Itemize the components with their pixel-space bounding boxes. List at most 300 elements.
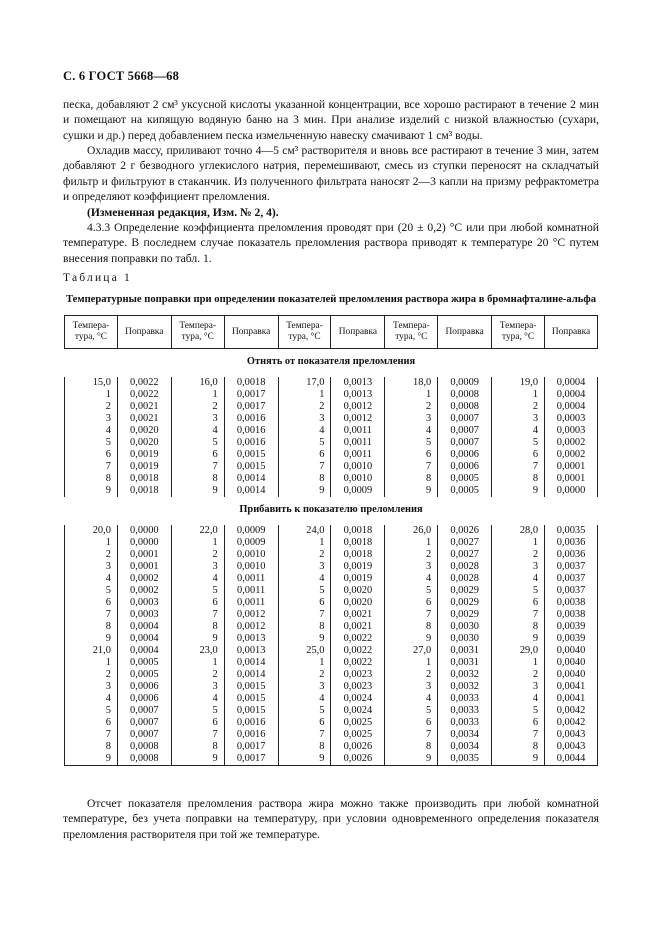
correction-cell: 0,0030 — [438, 621, 492, 633]
col-header-corr: Поправка — [438, 316, 492, 349]
temp-cell: 6 — [171, 717, 224, 729]
correction-cell: 0,0017 — [224, 389, 278, 401]
temp-cell: 7 — [492, 609, 545, 621]
temp-cell: 4 — [171, 573, 224, 585]
temp-cell: 19,0 — [492, 377, 545, 389]
table-label: Таблица 1 — [63, 272, 132, 284]
correction-cell: 0,0024 — [331, 693, 385, 705]
correction-cell: 0,0000 — [117, 537, 171, 549]
temp-cell: 3 — [65, 413, 118, 425]
temp-cell: 2 — [171, 401, 224, 413]
correction-cell: 0,0003 — [545, 425, 598, 437]
temp-cell: 3 — [171, 413, 224, 425]
correction-cell: 0,0009 — [224, 537, 278, 549]
correction-cell: 0,0014 — [224, 485, 278, 497]
temp-cell: 6 — [171, 597, 224, 609]
section-row — [65, 349, 598, 376]
temp-cell: 8 — [385, 473, 438, 485]
temp-cell: 6 — [385, 597, 438, 609]
correction-cell: 0,0001 — [545, 461, 598, 473]
correction-cell: 0,0018 — [331, 525, 385, 537]
temp-cell: 7 — [385, 609, 438, 621]
col-header-temp: Темпера-тура, °С — [385, 316, 438, 349]
temp-cell: 1 — [278, 537, 331, 549]
temp-cell: 2 — [278, 669, 331, 681]
table-row — [65, 401, 598, 413]
temp-cell: 9 — [278, 753, 331, 766]
correction-cell: 0,0033 — [438, 717, 492, 729]
temp-cell: 5 — [492, 705, 545, 717]
correction-cell: 0,0016 — [224, 425, 278, 437]
correction-cell: 0,0041 — [545, 681, 598, 693]
correction-cell: 0,0033 — [438, 693, 492, 705]
temp-cell: 3 — [385, 561, 438, 573]
temp-cell: 1 — [65, 389, 118, 401]
correction-cell: 0,0021 — [331, 609, 385, 621]
correction-cell: 0,0018 — [117, 473, 171, 485]
temp-cell: 25,0 — [278, 645, 331, 657]
temp-cell: 7 — [385, 461, 438, 473]
temp-cell: 4 — [65, 425, 118, 437]
temp-cell: 9 — [171, 753, 224, 766]
temp-cell: 9 — [492, 633, 545, 645]
correction-cell: 0,0007 — [438, 413, 492, 425]
col-header-corr: Поправка — [331, 316, 385, 349]
table-row — [65, 645, 598, 657]
correction-cell: 0,0020 — [117, 437, 171, 449]
temp-cell: 6 — [492, 717, 545, 729]
correction-cell: 0,0009 — [331, 485, 385, 497]
correction-cell: 0,0039 — [545, 621, 598, 633]
temp-cell: 7 — [492, 461, 545, 473]
correction-cell: 0,0007 — [117, 717, 171, 729]
temp-cell: 1 — [385, 657, 438, 669]
correction-cell: 0,0011 — [331, 437, 385, 449]
correction-cell: 0,0036 — [545, 549, 598, 561]
temp-cell: 9 — [385, 485, 438, 497]
correction-cell: 0,0040 — [545, 645, 598, 657]
correction-cell: 0,0015 — [224, 693, 278, 705]
temp-cell: 2 — [65, 401, 118, 413]
table-row — [65, 741, 598, 753]
temp-cell: 29,0 — [492, 645, 545, 657]
temp-cell: 23,0 — [171, 645, 224, 657]
temp-cell: 9 — [278, 633, 331, 645]
footer-paragraph: Отсчет показателя преломления раствора жира можно также производить при любой комнатной температуре, без учета поправки на температуру, при условии одновременного определения показателя преломления растворителя при той же температуре. — [63, 797, 599, 841]
temp-cell: 1 — [278, 389, 331, 401]
correction-cell: 0,0010 — [224, 561, 278, 573]
correction-cell: 0,0022 — [117, 377, 171, 389]
temp-cell: 4 — [171, 425, 224, 437]
temp-cell: 8 — [385, 741, 438, 753]
temp-cell: 4 — [278, 693, 331, 705]
correction-cell: 0,0037 — [545, 585, 598, 597]
correction-cell: 0,0003 — [117, 609, 171, 621]
temp-cell: 7 — [385, 729, 438, 741]
correction-cell: 0,0021 — [117, 401, 171, 413]
temp-cell: 4 — [278, 425, 331, 437]
temp-cell: 2 — [278, 401, 331, 413]
section-add-title: Прибавить к показателю преломления — [239, 504, 423, 515]
temp-cell: 2 — [492, 669, 545, 681]
temp-cell: 8 — [278, 473, 331, 485]
col-header-temp: Темпера-тура, °С — [65, 316, 118, 349]
temp-cell: 28,0 — [492, 525, 545, 537]
temp-cell: 5 — [385, 585, 438, 597]
temp-cell: 1 — [171, 657, 224, 669]
temp-cell: 5 — [171, 705, 224, 717]
temp-cell: 3 — [278, 413, 331, 425]
correction-cell: 0,0012 — [331, 401, 385, 413]
temp-cell: 4 — [385, 573, 438, 585]
temp-cell: 4 — [492, 573, 545, 585]
table-row — [65, 573, 598, 585]
temp-cell: 6 — [385, 717, 438, 729]
correction-cell: 0,0013 — [224, 633, 278, 645]
temp-cell: 26,0 — [385, 525, 438, 537]
correction-cell: 0,0035 — [545, 525, 598, 537]
correction-cell: 0,0022 — [331, 645, 385, 657]
table-row — [65, 485, 598, 497]
temp-cell: 8 — [278, 621, 331, 633]
correction-cell: 0,0011 — [331, 449, 385, 461]
correction-cell: 0,0015 — [224, 449, 278, 461]
table-row — [65, 461, 598, 473]
page-header: С. 6 ГОСТ 5668—68 — [63, 69, 180, 83]
temp-cell: 9 — [278, 485, 331, 497]
temp-cell: 6 — [385, 449, 438, 461]
temp-cell: 8 — [278, 741, 331, 753]
correction-cell: 0,0038 — [545, 597, 598, 609]
table-title: Температурные поправки при определении показателей преломления раствора жира в бромнафталине-альфа — [66, 294, 596, 305]
temp-cell: 8 — [171, 621, 224, 633]
temp-cell: 5 — [171, 585, 224, 597]
temp-cell: 8 — [171, 741, 224, 753]
correction-cell: 0,0028 — [438, 573, 492, 585]
correction-cell: 0,0009 — [438, 377, 492, 389]
correction-cell: 0,0040 — [545, 657, 598, 669]
temp-cell: 3 — [492, 681, 545, 693]
correction-cell: 0,0034 — [438, 741, 492, 753]
temp-cell: 17,0 — [278, 377, 331, 389]
table-row — [65, 413, 598, 425]
paragraph-1: песка, добавляют 2 см³ уксусной кислоты указанной концентрации, все хорошо растирают в течение 2 мин и помещают на кипящую водяную баню на 3 мин. При анализе изделий с низкой влажностью (сухари, сушки и др.) перед добавлением песка измельченную навеску смачивают 1 см³ воды. — [63, 98, 599, 142]
temp-cell: 2 — [385, 549, 438, 561]
temp-cell: 1 — [385, 389, 438, 401]
correction-cell: 0,0007 — [438, 425, 492, 437]
table-row — [65, 389, 598, 401]
correction-cell: 0,0001 — [545, 473, 598, 485]
correction-cell: 0,0018 — [331, 537, 385, 549]
temp-cell: 6 — [492, 449, 545, 461]
temp-cell: 4 — [492, 425, 545, 437]
temp-cell: 1 — [171, 537, 224, 549]
correction-cell: 0,0019 — [331, 561, 385, 573]
correction-cell: 0,0019 — [117, 449, 171, 461]
temp-cell: 1 — [171, 389, 224, 401]
correction-cell: 0,0006 — [117, 681, 171, 693]
temp-cell: 3 — [171, 681, 224, 693]
correction-cell: 0,0005 — [438, 473, 492, 485]
temp-cell: 7 — [492, 729, 545, 741]
temp-cell: 5 — [278, 437, 331, 449]
temp-cell: 4 — [65, 573, 118, 585]
correction-cell: 0,0031 — [438, 657, 492, 669]
correction-table — [64, 315, 598, 766]
correction-cell: 0,0012 — [331, 413, 385, 425]
temp-cell: 2 — [278, 549, 331, 561]
correction-cell: 0,0039 — [545, 633, 598, 645]
correction-cell: 0,0029 — [438, 585, 492, 597]
correction-cell: 0,0015 — [224, 681, 278, 693]
temp-cell: 5 — [492, 437, 545, 449]
table-row — [65, 473, 598, 485]
temp-cell: 7 — [278, 609, 331, 621]
correction-cell: 0,0014 — [224, 473, 278, 485]
correction-cell: 0,0023 — [331, 669, 385, 681]
temp-cell: 9 — [171, 633, 224, 645]
temp-cell: 5 — [65, 705, 118, 717]
temp-cell: 5 — [385, 437, 438, 449]
temp-cell: 4 — [385, 693, 438, 705]
correction-cell: 0,0001 — [117, 549, 171, 561]
col-header-temp: Темпера-тура, °С — [171, 316, 224, 349]
temp-cell: 9 — [65, 633, 118, 645]
correction-cell: 0,0012 — [224, 621, 278, 633]
temp-cell: 1 — [492, 657, 545, 669]
temp-cell: 9 — [65, 485, 118, 497]
correction-cell: 0,0010 — [331, 473, 385, 485]
temp-cell: 2 — [492, 401, 545, 413]
table-row — [65, 585, 598, 597]
correction-cell: 0,0011 — [224, 585, 278, 597]
temp-cell: 8 — [65, 473, 118, 485]
table-row — [65, 729, 598, 741]
table-row — [65, 437, 598, 449]
correction-cell: 0,0038 — [545, 609, 598, 621]
correction-cell: 0,0040 — [545, 669, 598, 681]
table-row — [65, 705, 598, 717]
correction-cell: 0,0029 — [438, 609, 492, 621]
correction-cell: 0,0003 — [117, 597, 171, 609]
correction-cell: 0,0012 — [224, 609, 278, 621]
table-row — [65, 633, 598, 645]
col-header-corr: Поправка — [224, 316, 278, 349]
correction-cell: 0,0025 — [331, 729, 385, 741]
correction-cell: 0,0018 — [331, 549, 385, 561]
table-row — [65, 609, 598, 621]
correction-cell: 0,0017 — [224, 741, 278, 753]
table-row — [65, 537, 598, 549]
temp-cell: 6 — [278, 449, 331, 461]
correction-cell: 0,0021 — [331, 621, 385, 633]
correction-cell: 0,0019 — [117, 461, 171, 473]
temp-cell: 7 — [171, 729, 224, 741]
correction-cell: 0,0021 — [117, 413, 171, 425]
correction-cell: 0,0006 — [438, 461, 492, 473]
correction-cell: 0,0017 — [224, 753, 278, 766]
temp-cell: 18,0 — [385, 377, 438, 389]
temp-cell: 6 — [278, 717, 331, 729]
temp-cell: 6 — [65, 597, 118, 609]
correction-cell: 0,0006 — [438, 449, 492, 461]
correction-cell: 0,0007 — [117, 729, 171, 741]
temp-cell: 1 — [278, 657, 331, 669]
correction-cell: 0,0005 — [438, 485, 492, 497]
temp-cell: 8 — [65, 741, 118, 753]
correction-cell: 0,0005 — [117, 657, 171, 669]
temp-cell: 24,0 — [278, 525, 331, 537]
temp-cell: 3 — [492, 561, 545, 573]
correction-cell: 0,0015 — [224, 705, 278, 717]
correction-cell: 0,0010 — [224, 549, 278, 561]
correction-cell: 0,0031 — [438, 645, 492, 657]
correction-cell: 0,0018 — [117, 485, 171, 497]
correction-cell: 0,0027 — [438, 549, 492, 561]
correction-cell: 0,0022 — [331, 657, 385, 669]
temp-cell: 9 — [65, 753, 118, 766]
correction-cell: 0,0042 — [545, 705, 598, 717]
correction-cell: 0,0032 — [438, 681, 492, 693]
temp-cell: 2 — [385, 401, 438, 413]
temp-cell: 3 — [385, 681, 438, 693]
table-row — [65, 693, 598, 705]
correction-cell: 0,0026 — [438, 525, 492, 537]
table-row — [65, 525, 598, 537]
temp-cell: 21,0 — [65, 645, 118, 657]
correction-cell: 0,0006 — [117, 693, 171, 705]
correction-cell: 0,0016 — [224, 437, 278, 449]
temp-cell: 4 — [385, 425, 438, 437]
table-row — [65, 561, 598, 573]
correction-cell: 0,0026 — [331, 741, 385, 753]
correction-cell: 0,0023 — [331, 681, 385, 693]
correction-cell: 0,0020 — [331, 585, 385, 597]
correction-cell: 0,0000 — [117, 525, 171, 537]
correction-cell: 0,0010 — [331, 461, 385, 473]
correction-cell: 0,0008 — [117, 753, 171, 766]
correction-cell: 0,0004 — [545, 401, 598, 413]
correction-cell: 0,0004 — [117, 621, 171, 633]
correction-cell: 0,0027 — [438, 537, 492, 549]
temp-cell: 1 — [65, 657, 118, 669]
temp-cell: 7 — [65, 461, 118, 473]
table-row — [65, 681, 598, 693]
correction-cell: 0,0035 — [438, 753, 492, 766]
temp-cell: 6 — [171, 449, 224, 461]
correction-cell: 0,0016 — [224, 413, 278, 425]
correction-cell: 0,0013 — [331, 377, 385, 389]
correction-cell: 0,0008 — [438, 401, 492, 413]
correction-cell: 0,0033 — [438, 705, 492, 717]
temp-cell: 6 — [278, 597, 331, 609]
correction-cell: 0,0014 — [224, 669, 278, 681]
correction-cell: 0,0016 — [224, 717, 278, 729]
correction-cell: 0,0013 — [224, 645, 278, 657]
correction-cell: 0,0014 — [224, 657, 278, 669]
correction-cell: 0,0013 — [331, 389, 385, 401]
correction-cell: 0,0011 — [224, 597, 278, 609]
correction-cell: 0,0020 — [117, 425, 171, 437]
temp-cell: 3 — [492, 413, 545, 425]
table-row — [65, 657, 598, 669]
temp-cell: 2 — [65, 669, 118, 681]
table-row — [65, 425, 598, 437]
correction-cell: 0,0037 — [545, 561, 598, 573]
temp-cell: 3 — [278, 561, 331, 573]
correction-cell: 0,0030 — [438, 633, 492, 645]
temp-cell: 8 — [492, 741, 545, 753]
temp-cell: 5 — [278, 705, 331, 717]
temp-cell: 22,0 — [171, 525, 224, 537]
correction-cell: 0,0020 — [331, 597, 385, 609]
correction-cell: 0,0024 — [331, 705, 385, 717]
correction-cell: 0,0043 — [545, 741, 598, 753]
correction-cell: 0,0018 — [224, 377, 278, 389]
correction-cell: 0,0002 — [545, 437, 598, 449]
temp-cell: 3 — [65, 681, 118, 693]
correction-cell: 0,0029 — [438, 597, 492, 609]
temp-cell: 20,0 — [65, 525, 118, 537]
temp-cell: 4 — [171, 693, 224, 705]
temp-cell: 4 — [65, 693, 118, 705]
temp-cell: 4 — [278, 573, 331, 585]
table-row — [65, 597, 598, 609]
temp-cell: 2 — [171, 549, 224, 561]
temp-cell: 6 — [65, 449, 118, 461]
correction-cell: 0,0009 — [224, 525, 278, 537]
temp-cell: 2 — [492, 549, 545, 561]
correction-cell: 0,0011 — [331, 425, 385, 437]
temp-cell: 3 — [385, 413, 438, 425]
temp-cell: 9 — [492, 485, 545, 497]
col-header-corr: Поправка — [545, 316, 598, 349]
correction-cell: 0,0000 — [545, 485, 598, 497]
paragraph-4-3-3: 4.3.3 Определение коэффициента преломления проводят при (20 ± 0,2) °С или при любой комнатной температуре. В последнем случае показатель преломления раствора приводят к температуре 20 °С путем внесения поправки по табл. 1. — [63, 221, 599, 265]
temp-cell: 3 — [278, 681, 331, 693]
correction-cell: 0,0003 — [545, 413, 598, 425]
temp-cell: 8 — [492, 621, 545, 633]
table-row — [65, 449, 598, 461]
correction-cell: 0,0011 — [224, 573, 278, 585]
correction-cell: 0,0026 — [331, 753, 385, 766]
correction-cell: 0,0042 — [545, 717, 598, 729]
temp-cell: 1 — [492, 537, 545, 549]
table-row — [65, 753, 598, 766]
correction-cell: 0,0004 — [545, 389, 598, 401]
temp-cell: 7 — [171, 461, 224, 473]
correction-cell: 0,0002 — [117, 573, 171, 585]
correction-cell: 0,0043 — [545, 729, 598, 741]
table-header-row — [65, 316, 598, 349]
correction-cell: 0,0022 — [117, 389, 171, 401]
temp-cell: 1 — [385, 537, 438, 549]
temp-cell: 7 — [65, 729, 118, 741]
temp-cell: 6 — [65, 717, 118, 729]
correction-cell: 0,0001 — [117, 561, 171, 573]
table-row — [65, 669, 598, 681]
correction-cell: 0,0022 — [331, 633, 385, 645]
correction-cell: 0,0025 — [331, 717, 385, 729]
temp-cell: 2 — [385, 669, 438, 681]
correction-cell: 0,0004 — [117, 633, 171, 645]
temp-cell: 1 — [65, 537, 118, 549]
temp-cell: 2 — [171, 669, 224, 681]
temp-cell: 9 — [492, 753, 545, 766]
table-row — [65, 549, 598, 561]
temp-cell: 27,0 — [385, 645, 438, 657]
correction-cell: 0,0002 — [117, 585, 171, 597]
